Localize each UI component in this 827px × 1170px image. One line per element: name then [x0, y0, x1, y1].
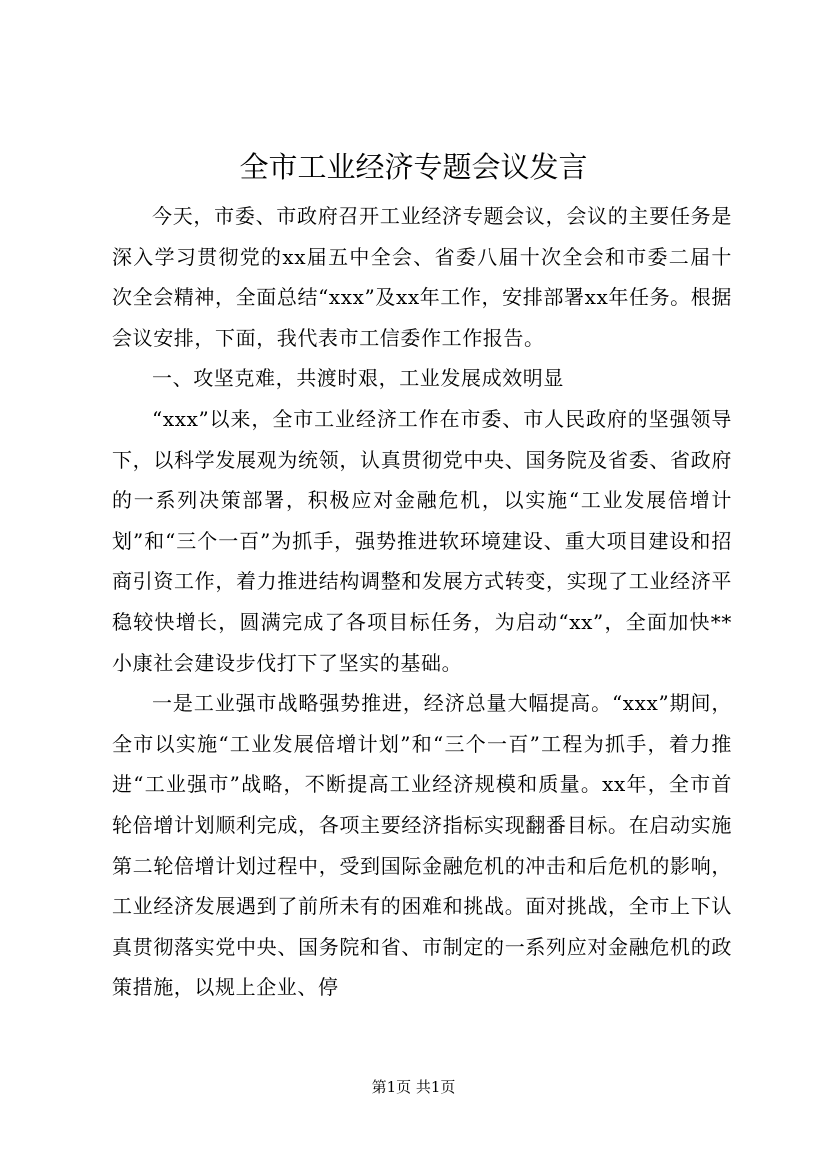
paragraph-point-one: 一是工业强市战略强势推进，经济总量大幅提高。“xxx”期间，全市以实施“工业发展倍增计划”和“三个一百”工程为抓手，着力推进“工业强市”战略，不断提高工业经济规模和质量。xx年，全市首轮倍增计划顺利完成，各项主要经济指标实现翻番目标。在启动实施第二轮倍增计划过程中，受到国际金融危机的冲击和后危机的影响，工业经济发展遇到了前所未有的困难和挑战。面对挑战，全市上下认真贯彻落实党中央、国务院和省、市制定的一系列应对金融危机的政策措施，以规上企业、停 — [112, 691, 732, 1000]
section-heading: 一、攻坚克难，共渡时艰，工业发展成效明显 — [152, 366, 564, 391]
page-number-footer: 第1页 共1页 — [371, 1078, 456, 1096]
document-title: 全市工业经济专题会议发言 — [239, 150, 588, 184]
paragraph-intro: 今天，市委、市政府召开工业经济专题会议，会议的主要任务是深入学习贯彻党的xx届五中全会、省委八届十次全会和市委二届十次全会精神，全面总结“xxx”及xx年工作，安排部署xx年任务。根据会议安排，下面，我代表市工信委作工作报告。 — [112, 204, 732, 350]
document-body — [112, 196, 732, 1008]
paragraph-overview: “xxx”以来，全市工业经济工作在市委、市人民政府的坚强领导下，以科学发展观为统领，认真贯彻党中央、国务院及省委、省政府的一系列决策部署，积极应对金融危机，以实施“工业发展倍增计划”和“三个一百”为抓手，强势推进软环境建设、重大项目建设和招商引资工作，着力推进结构调整和发展方式转变，实现了工业经济平稳较快增长，圆满完成了各项目标任务，为启动“xx”，全面加快**小康社会建设步伐打下了坚实的基础。 — [112, 406, 732, 675]
